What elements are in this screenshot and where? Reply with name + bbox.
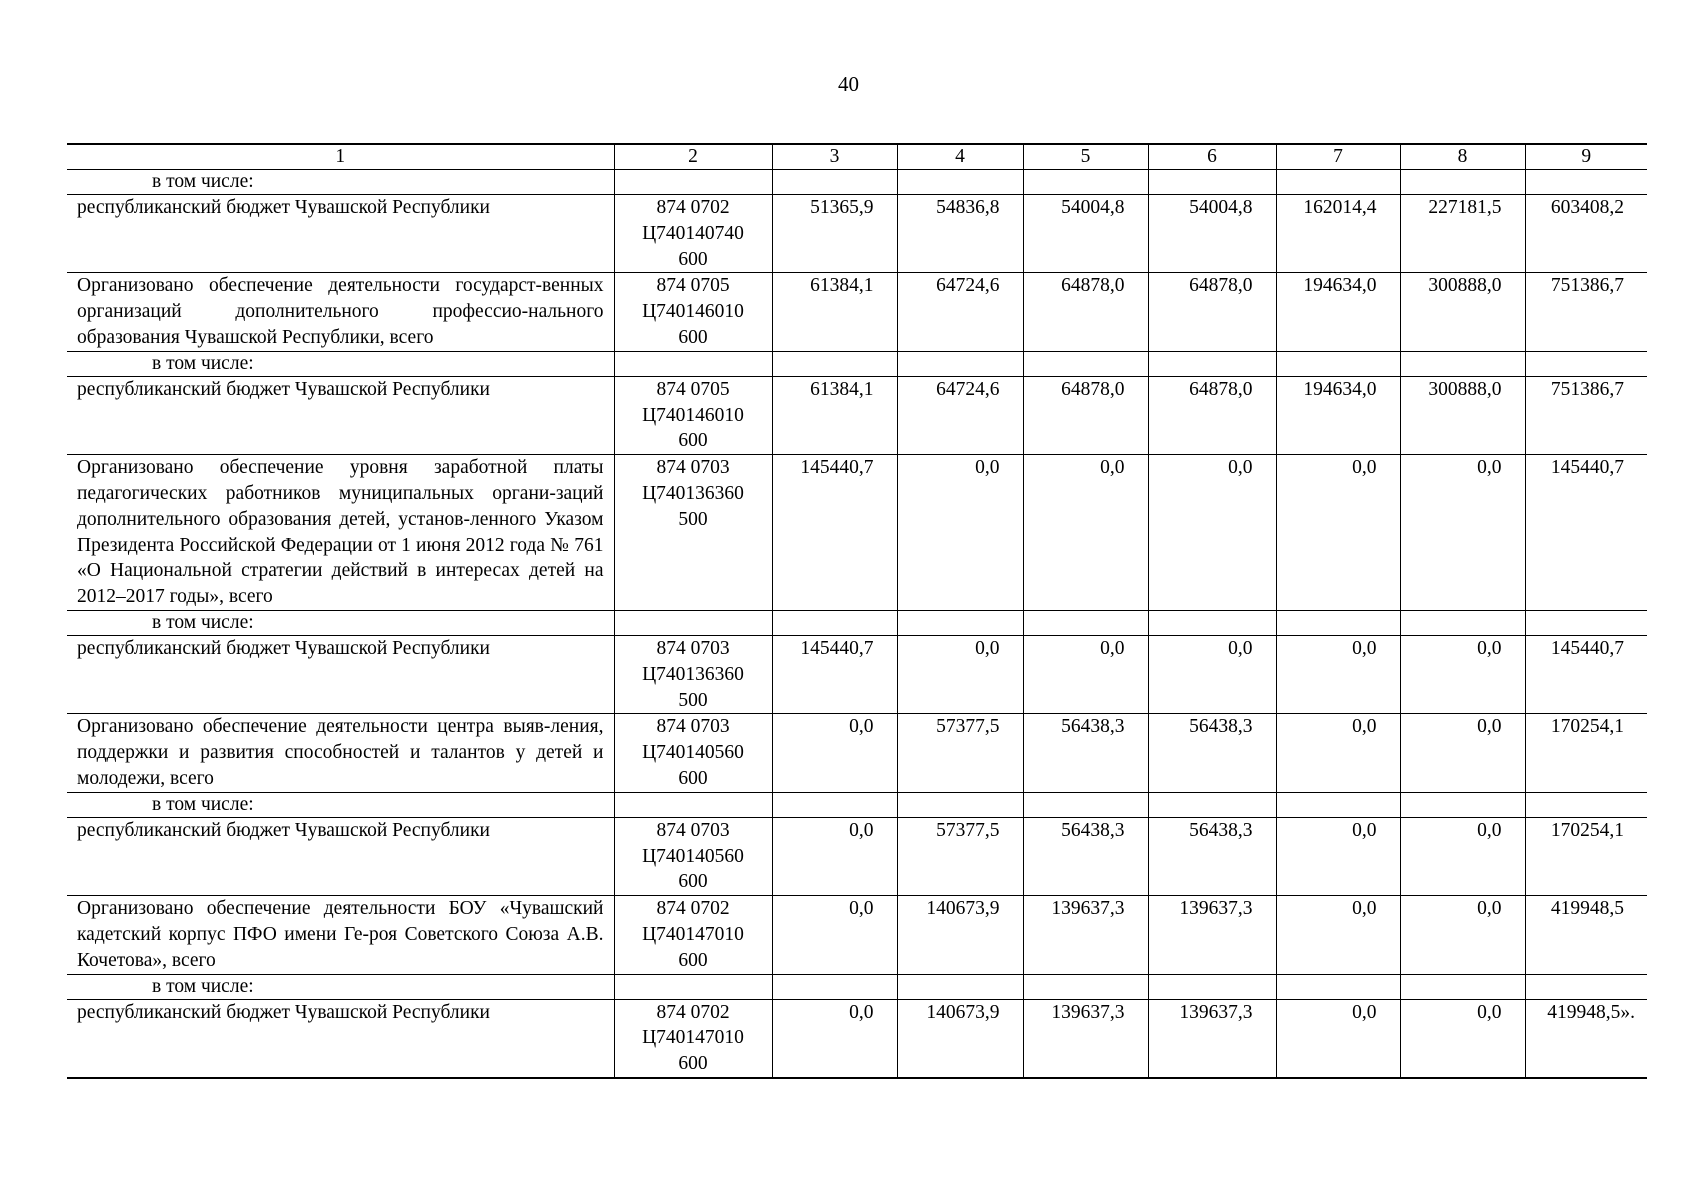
value-cell: 0,0 <box>1276 714 1400 792</box>
column-header: 3 <box>772 144 897 170</box>
row-name: республиканский бюджет Чувашской Республики <box>67 376 614 454</box>
budget-code-line: 874 0702 <box>656 898 730 920</box>
value-cell: 145440,7 <box>1525 635 1647 713</box>
value-cell: 0,0 <box>1276 455 1400 611</box>
empty-cell <box>1525 610 1647 635</box>
empty-cell <box>897 351 1023 376</box>
value-cell: 0,0 <box>897 455 1023 611</box>
value-cell: 56438,3 <box>1148 817 1276 895</box>
row-name: Организовано обеспечение деятельности центра выяв-ления, поддержки и развития способностей и талантов у детей и молодежи, всего <box>67 714 614 792</box>
empty-cell <box>1023 610 1148 635</box>
value-cell: 61384,1 <box>772 376 897 454</box>
empty-cell <box>1525 974 1647 999</box>
value-cell: 51365,9 <box>772 195 897 273</box>
budget-code-line: 600 <box>678 871 708 893</box>
value-cell: 145440,7 <box>772 455 897 611</box>
value-cell: 0,0 <box>1276 999 1400 1078</box>
row-name: Организовано обеспечение уровня заработной платы педагогических работников муниципальных органи-заций дополнительного образования детей, установ-ленного Указом Президента Российской Федерации от 1 июня 2012 года № 761 «О Национальной стратегии действий в интересах детей на 2012–2017 годы», всего <box>67 455 614 611</box>
value-cell: 0,0 <box>1276 817 1400 895</box>
empty-cell <box>614 170 772 195</box>
table-row-budget-source <box>67 635 1647 713</box>
column-header: 2 <box>614 144 772 170</box>
budget-code-line: Ц740140740 <box>642 222 744 244</box>
budget-code-line: Ц740147010 <box>642 1027 744 1049</box>
value-cell: 170254,1 <box>1525 817 1647 895</box>
value-cell: 64724,6 <box>897 273 1023 351</box>
value-cell: 0,0 <box>772 999 897 1078</box>
column-header: 9 <box>1525 144 1647 170</box>
column-header: 8 <box>1400 144 1525 170</box>
value-cell: 0,0 <box>897 635 1023 713</box>
empty-cell <box>614 792 772 817</box>
table-row-budget-source <box>67 817 1647 895</box>
budget-code-line: 500 <box>678 508 708 530</box>
value-cell: 140673,9 <box>897 896 1023 974</box>
budget-code <box>614 896 772 974</box>
column-number-header <box>67 144 1647 170</box>
empty-cell <box>1525 351 1647 376</box>
budget-code-line: Ц740140560 <box>642 845 744 867</box>
value-cell: 139637,3 <box>1023 999 1148 1078</box>
empty-cell <box>772 974 897 999</box>
value-cell: 0,0 <box>1400 896 1525 974</box>
value-cell: 0,0 <box>1400 999 1525 1078</box>
row-name: республиканский бюджет Чувашской Республики <box>67 195 614 273</box>
empty-cell <box>1148 792 1276 817</box>
budget-code <box>614 635 772 713</box>
budget-code-line: 600 <box>678 767 708 789</box>
budget-code-line: Ц740136360 <box>642 482 744 504</box>
value-cell: 139637,3 <box>1023 896 1148 974</box>
table-row-measure <box>67 455 1647 611</box>
value-cell: 300888,0 <box>1400 376 1525 454</box>
empty-cell <box>1276 351 1400 376</box>
value-cell: 300888,0 <box>1400 273 1525 351</box>
budget-code <box>614 817 772 895</box>
budget-code-line: 500 <box>678 689 708 711</box>
value-cell: 54004,8 <box>1148 195 1276 273</box>
budget-table <box>67 143 1647 1079</box>
empty-cell <box>897 974 1023 999</box>
column-header: 4 <box>897 144 1023 170</box>
value-cell: 139637,3 <box>1148 896 1276 974</box>
including-row <box>67 974 1647 999</box>
empty-cell <box>1400 610 1525 635</box>
empty-cell <box>1148 974 1276 999</box>
budget-code-line: Ц740147010 <box>642 923 744 945</box>
budget-code <box>614 999 772 1078</box>
budget-code-line: 600 <box>678 1053 708 1075</box>
value-cell: 145440,7 <box>1525 455 1647 611</box>
budget-code-line: 600 <box>678 430 708 452</box>
budget-code-line: Ц740146010 <box>642 301 744 323</box>
empty-cell <box>897 792 1023 817</box>
value-cell: 0,0 <box>1023 455 1148 611</box>
empty-cell <box>1276 610 1400 635</box>
including-label: в том числе: <box>67 792 614 817</box>
value-cell: 57377,5 <box>897 817 1023 895</box>
value-cell: 0,0 <box>1400 817 1525 895</box>
value-cell: 194634,0 <box>1276 376 1400 454</box>
value-cell: 64878,0 <box>1148 273 1276 351</box>
empty-cell <box>1525 792 1647 817</box>
budget-code <box>614 455 772 611</box>
value-cell: 751386,7 <box>1525 376 1647 454</box>
table-row-budget-source <box>67 999 1647 1078</box>
including-label: в том числе: <box>67 974 614 999</box>
budget-code-line: 874 0703 <box>656 457 730 479</box>
table-row-budget-source <box>67 195 1647 273</box>
empty-cell <box>614 974 772 999</box>
value-cell: 61384,1 <box>772 273 897 351</box>
column-header: 7 <box>1276 144 1400 170</box>
value-cell: 0,0 <box>772 714 897 792</box>
value-cell: 162014,4 <box>1276 195 1400 273</box>
budget-code-line: 600 <box>678 326 708 348</box>
budget-code <box>614 195 772 273</box>
value-cell: 54836,8 <box>897 195 1023 273</box>
column-header: 1 <box>67 144 614 170</box>
budget-code <box>614 376 772 454</box>
budget-code <box>614 714 772 792</box>
value-cell: 170254,1 <box>1525 714 1647 792</box>
column-header: 6 <box>1148 144 1276 170</box>
value-cell: 56438,3 <box>1148 714 1276 792</box>
table-row-measure <box>67 714 1647 792</box>
row-name: Организовано обеспечение деятельности государст-венных организаций дополнительного профессио-нального образования Чувашской Республики, всего <box>67 273 614 351</box>
table-row-measure <box>67 273 1647 351</box>
including-label: в том числе: <box>67 351 614 376</box>
value-cell: 54004,8 <box>1023 195 1148 273</box>
including-row <box>67 170 1647 195</box>
table-row-measure <box>67 896 1647 974</box>
value-cell: 64878,0 <box>1023 376 1148 454</box>
empty-cell <box>1400 351 1525 376</box>
including-row <box>67 351 1647 376</box>
budget-code-line: 600 <box>678 248 708 270</box>
value-cell: 56438,3 <box>1023 714 1148 792</box>
value-cell: 64724,6 <box>897 376 1023 454</box>
value-cell: 751386,7 <box>1525 273 1647 351</box>
empty-cell <box>772 792 897 817</box>
including-label: в том числе: <box>67 610 614 635</box>
budget-code-line: 874 0703 <box>656 819 730 841</box>
page-number: 40 <box>838 72 859 96</box>
value-cell: 419948,5 <box>1525 896 1647 974</box>
value-cell: 64878,0 <box>1148 376 1276 454</box>
value-cell: 0,0 <box>1023 635 1148 713</box>
empty-cell <box>614 610 772 635</box>
empty-cell <box>1400 974 1525 999</box>
empty-cell <box>614 351 772 376</box>
empty-cell <box>1148 610 1276 635</box>
value-cell: 603408,2 <box>1525 195 1647 273</box>
value-cell: 419948,5». <box>1525 999 1647 1078</box>
value-cell: 0,0 <box>1400 714 1525 792</box>
budget-code-line: Ц740146010 <box>642 404 744 426</box>
row-name: республиканский бюджет Чувашской Республики <box>67 635 614 713</box>
empty-cell <box>1023 792 1148 817</box>
empty-cell <box>1525 170 1647 195</box>
empty-cell <box>1023 974 1148 999</box>
value-cell: 194634,0 <box>1276 273 1400 351</box>
empty-cell <box>1400 170 1525 195</box>
empty-cell <box>1148 170 1276 195</box>
value-cell: 64878,0 <box>1023 273 1148 351</box>
empty-cell <box>1148 351 1276 376</box>
budget-code-line: 874 0703 <box>656 716 730 738</box>
table-row-budget-source <box>67 376 1647 454</box>
value-cell: 140673,9 <box>897 999 1023 1078</box>
including-label: в том числе: <box>67 170 614 195</box>
empty-cell <box>1400 792 1525 817</box>
value-cell: 227181,5 <box>1400 195 1525 273</box>
empty-cell <box>1276 792 1400 817</box>
value-cell: 0,0 <box>1148 635 1276 713</box>
budget-code-line: 874 0702 <box>656 197 730 218</box>
empty-cell <box>897 610 1023 635</box>
budget-code-line: 600 <box>678 949 708 971</box>
value-cell: 0,0 <box>1148 455 1276 611</box>
empty-cell <box>1023 351 1148 376</box>
value-cell: 0,0 <box>1276 635 1400 713</box>
value-cell: 56438,3 <box>1023 817 1148 895</box>
including-row <box>67 610 1647 635</box>
including-row <box>67 792 1647 817</box>
row-name: Организовано обеспечение деятельности БОУ «Чувашский кадетский корпус ПФО имени Ге-роя Советского Союза А.В. Кочетова», всего <box>67 896 614 974</box>
value-cell: 0,0 <box>1276 896 1400 974</box>
empty-cell <box>772 610 897 635</box>
budget-code-line: 874 0705 <box>656 275 730 297</box>
empty-cell <box>772 351 897 376</box>
value-cell: 57377,5 <box>897 714 1023 792</box>
budget-code-line: Ц740136360 <box>642 663 744 685</box>
row-name: республиканский бюджет Чувашской Республики <box>67 999 614 1078</box>
value-cell: 139637,3 <box>1148 999 1276 1078</box>
value-cell: 0,0 <box>772 817 897 895</box>
empty-cell <box>1276 974 1400 999</box>
budget-code-line: 874 0705 <box>656 378 730 400</box>
empty-cell <box>1276 170 1400 195</box>
value-cell: 0,0 <box>772 896 897 974</box>
column-header: 5 <box>1023 144 1148 170</box>
budget-code <box>614 273 772 351</box>
empty-cell <box>772 170 897 195</box>
row-name: республиканский бюджет Чувашской Республики <box>67 817 614 895</box>
empty-cell <box>1023 170 1148 195</box>
budget-code-line: 874 0703 <box>656 637 730 659</box>
budget-code-line: 874 0702 <box>656 1001 730 1023</box>
value-cell: 0,0 <box>1400 635 1525 713</box>
value-cell: 145440,7 <box>772 635 897 713</box>
empty-cell <box>897 170 1023 195</box>
value-cell: 0,0 <box>1400 455 1525 611</box>
budget-code-line: Ц740140560 <box>642 742 744 764</box>
